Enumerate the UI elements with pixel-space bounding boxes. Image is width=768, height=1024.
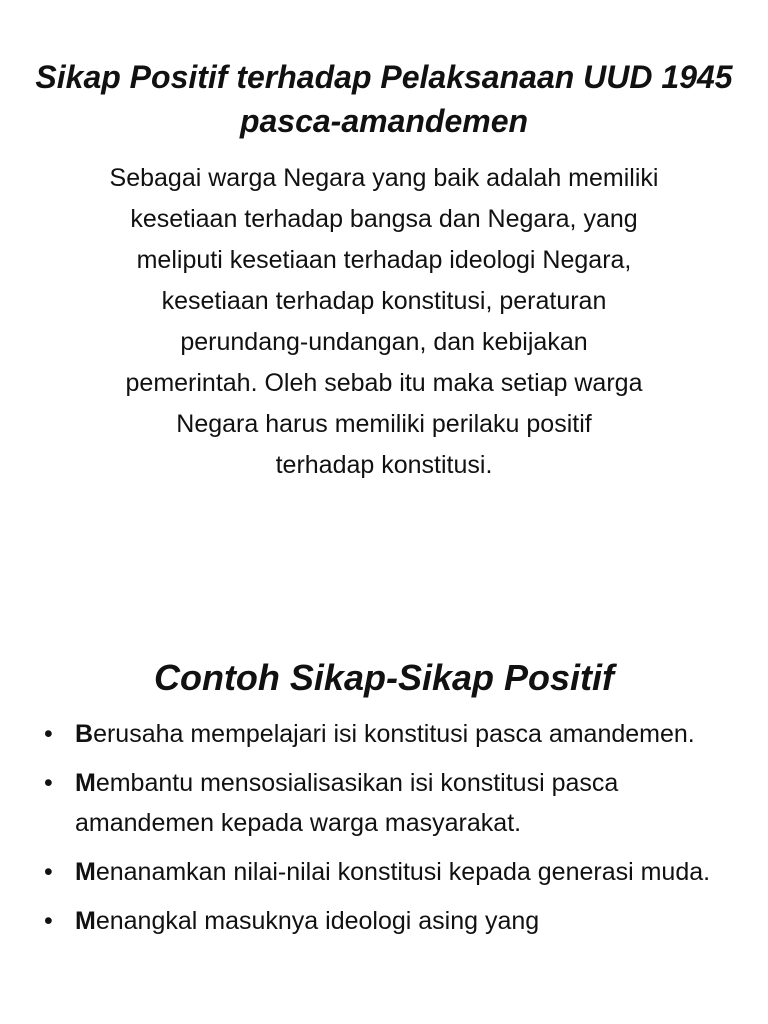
item-text: enangkal masuknya ideologi asing yang — [95, 907, 540, 935]
body-line: kesetiaan terhadap bangsa dan Negara, yang — [130, 205, 638, 233]
body-line: terhadap konstitusi. — [275, 451, 493, 479]
list-item — [44, 852, 734, 892]
body-line: meliputi kesetiaan terhadap ideologi Negara, — [136, 246, 632, 274]
body-line: kesetiaan terhadap konstitusi, peraturan — [161, 287, 607, 315]
item-initial: M — [75, 858, 96, 886]
body-line: perundang-undangan, dan kebijakan — [180, 328, 588, 356]
positive-attitude-list — [44, 714, 734, 950]
item-text: enanamkan nilai-nilai konstitusi kepada generasi muda. — [95, 858, 711, 886]
bullet-icon: • — [44, 720, 53, 748]
bullet-icon: • — [44, 769, 53, 797]
slide-1-body — [30, 158, 738, 486]
body-line: Negara harus memiliki perilaku positif — [176, 410, 592, 438]
list-item — [44, 763, 734, 843]
slide-2-title: Contoh Sikap-Sikap Positif — [153, 656, 615, 698]
body-line: pemerintah. Oleh sebab itu maka setiap warga — [125, 369, 643, 397]
bullet-icon: • — [44, 907, 53, 935]
bullet-icon: • — [44, 858, 53, 886]
item-initial: B — [75, 720, 94, 748]
list-item — [44, 714, 734, 754]
item-initial: M — [75, 769, 96, 797]
slide-1-title: Sikap Positif terhadap Pelaksanaan UUD 1945 pasca-amandemen — [35, 59, 733, 140]
body-line: Sebagai warga Negara yang baik adalah memiliki — [109, 164, 659, 192]
item-text: embantu mensosialisasikan isi konstitusi pasca amandemen kepada warga masyarakat. — [75, 769, 619, 837]
list-item — [44, 901, 734, 941]
slide-2 — [0, 512, 768, 1024]
item-initial: M — [75, 907, 96, 935]
item-text: erusaha mempelajari isi konstitusi pasca amandemen. — [93, 720, 695, 748]
